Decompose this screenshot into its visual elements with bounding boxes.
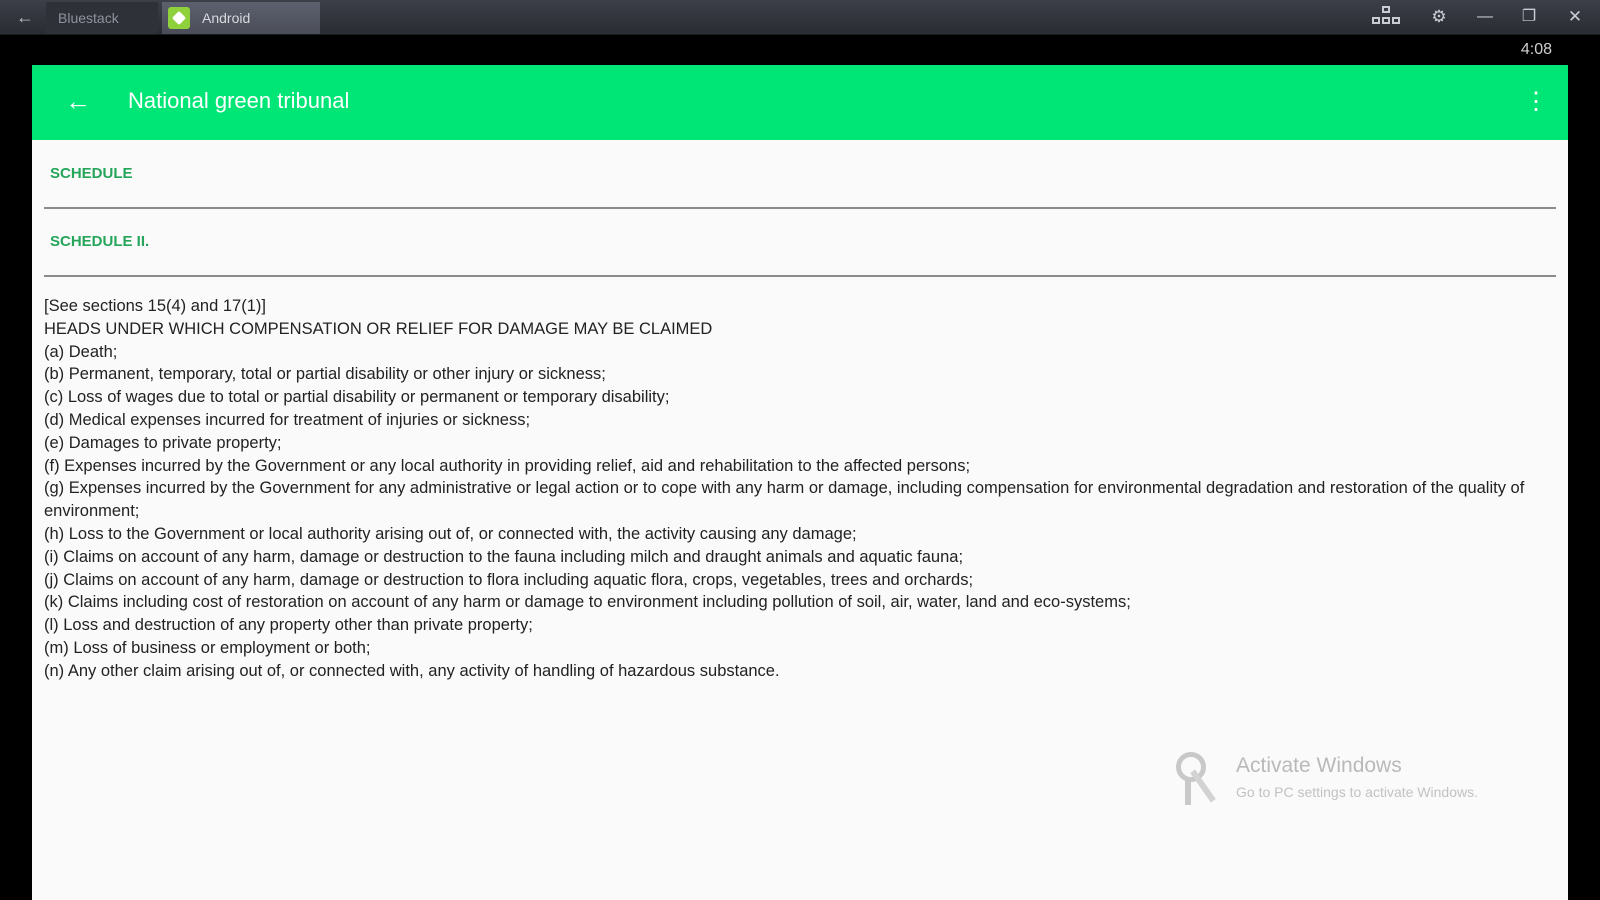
clock: 4:08 [1520, 41, 1552, 58]
app-screen [32, 65, 1568, 900]
tab-android[interactable] [162, 2, 320, 34]
content-line: (c) Loss of wages due to total or partial disability or permanent or temporary disability; [44, 388, 670, 407]
apps-icon[interactable] [1368, 4, 1412, 30]
section-schedule[interactable] [44, 141, 1556, 209]
android-icon [168, 7, 190, 29]
content-line: (b) Permanent, temporary, total or partial disability or other injury or sickness; [44, 365, 606, 384]
content-line: (i) Claims on account of any harm, damage or destruction to the fauna including milch and draught animals and aquatic fauna; [44, 547, 964, 566]
content-line: (m) Loss of business or employment or both; [44, 638, 371, 657]
page-title: National green tribunal [128, 88, 350, 113]
content-line: (d) Medical expenses incurred for treatment of injuries or sickness; [44, 410, 531, 429]
minimize-icon[interactable]: — [1477, 8, 1493, 25]
content-line: (e) Damages to private property; [44, 433, 282, 452]
tab-label: Android [202, 10, 251, 26]
content-line: (n) Any other claim arising out of, or connected with, any activity of handling of hazardous substance. [44, 661, 780, 680]
content-line: HEADS UNDER WHICH COMPENSATION OR RELIEF FOR DAMAGE MAY BE CLAIMED [44, 319, 713, 338]
content-line: (k) Claims including cost of restoration on account of any harm or damage to environment including pollution of soil, air, water, land and eco-systems; [44, 593, 1131, 612]
activation-watermark [1172, 750, 1552, 820]
status-bar [32, 35, 1568, 65]
key-icon [1172, 750, 1228, 810]
content-line: (h) Loss to the Government or local authority arising out of, or connected with, the activity causing any damage; [44, 524, 857, 543]
content-line: (j) Claims on account of any harm, damage or destruction to flora including aquatic flora, crops, vegetables, trees and orchards; [44, 570, 974, 589]
schedule-content [44, 295, 1544, 683]
back-arrow-icon[interactable]: ← [65, 86, 91, 116]
content-line: [See sections 15(4) and 17(1)] [44, 297, 266, 315]
gear-icon[interactable]: ⚙ [1431, 7, 1447, 26]
watermark-subtitle: Go to PC settings to activate Windows. [1236, 784, 1478, 800]
app-bar [32, 65, 1568, 140]
restore-icon[interactable]: ❐ [1521, 8, 1537, 25]
close-icon[interactable]: ✕ [1567, 7, 1583, 26]
content-line: (a) Death; [44, 342, 118, 361]
tab-bluestack[interactable] [46, 2, 158, 34]
window-chrome [0, 0, 1600, 35]
section-label: SCHEDULE [50, 165, 133, 182]
content-line: (g) Expenses incurred by the Government for any administrative or legal action or to cope with any harm or damage, including compensation for environmental degradation and restoration of the quality of environment; [44, 479, 1525, 521]
section-schedule-ii[interactable] [44, 209, 1556, 277]
tab-label: Bluestack [58, 10, 119, 26]
watermark-title: Activate Windows [1236, 754, 1402, 777]
content-line: (l) Loss and destruction of any property other than private property; [44, 616, 533, 635]
content-line: (f) Expenses incurred by the Government or any local authority in providing relief, aid and rehabilitation to the affected persons; [44, 456, 971, 475]
back-icon[interactable]: ← [16, 7, 34, 27]
more-vert-icon[interactable]: ⋮ [1524, 88, 1548, 115]
section-label: SCHEDULE II. [50, 233, 150, 250]
